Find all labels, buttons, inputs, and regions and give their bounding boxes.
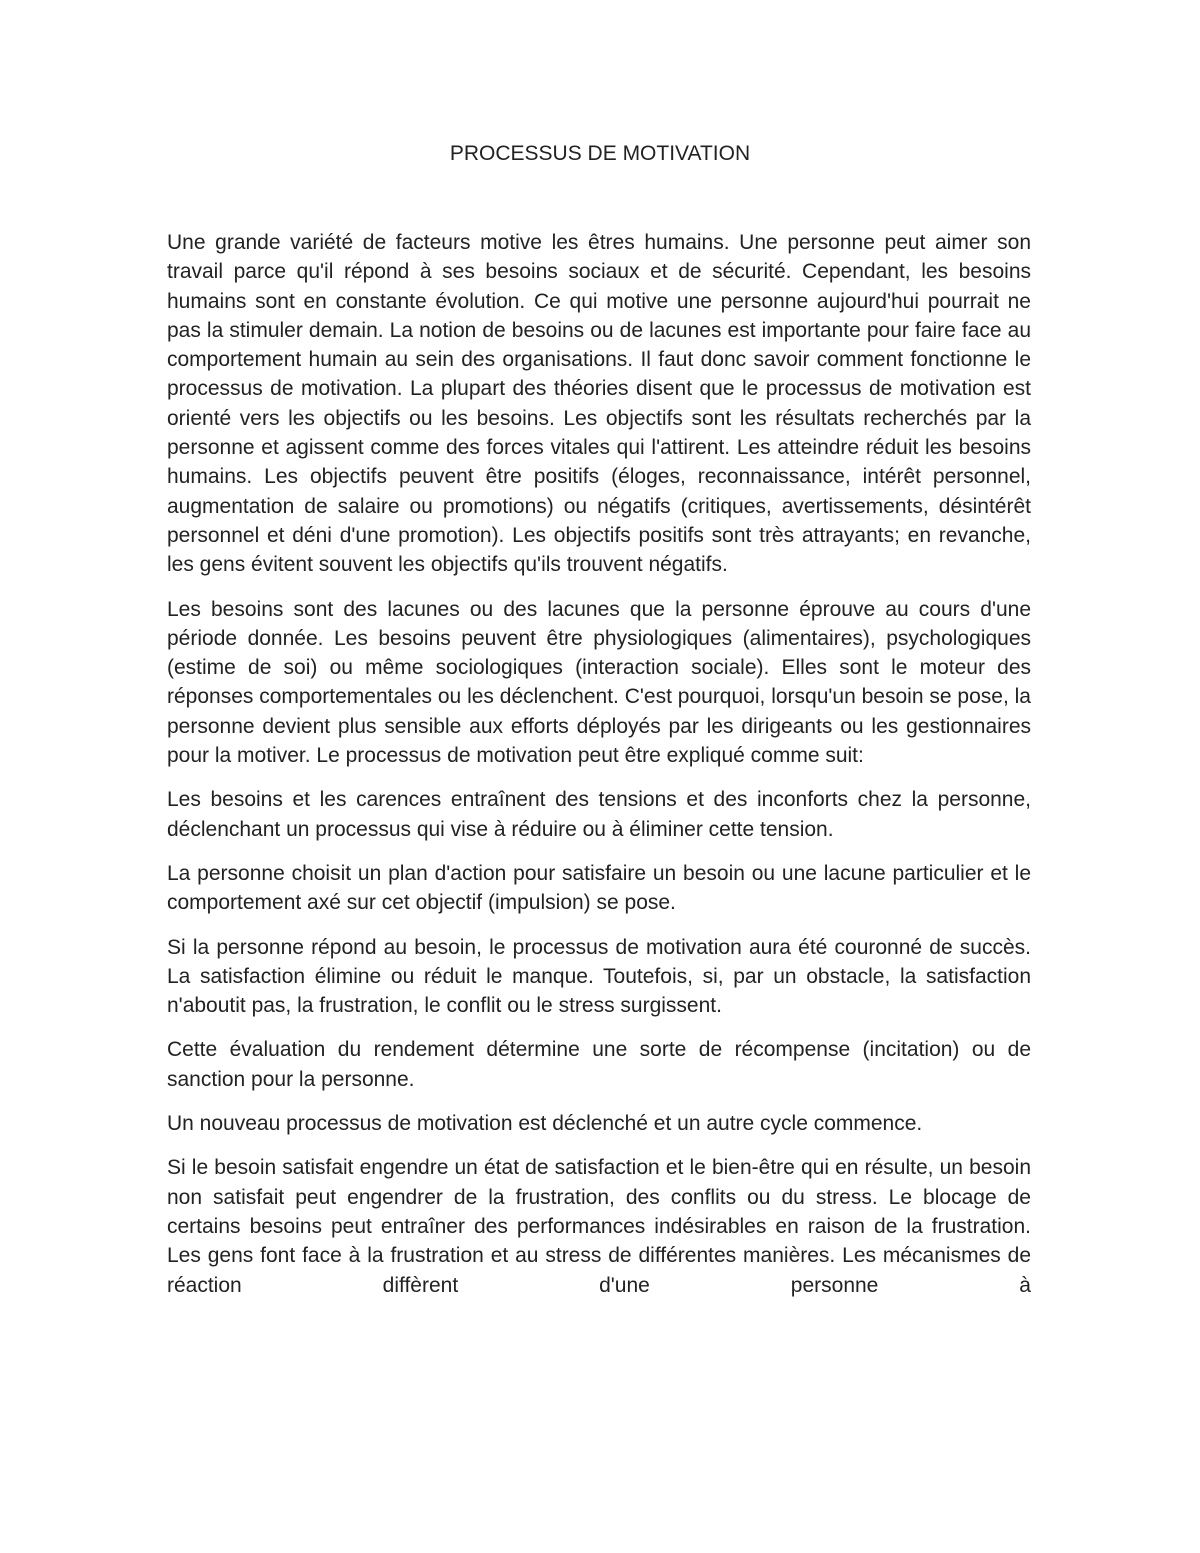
paragraph-step-satisfaction: Si la personne répond au besoin, le processus de motivation aura été couronné de succès. La satisfaction élimine ou réduit le manque. Toutefois, si, par un obstacle, la satisfaction n'aboutit pas, la frustration, le conflit ou le stress surgissent. (167, 935, 1031, 1018)
paragraph-besoins: Les besoins sont des lacunes ou des lacunes que la personne éprouve au cours d'une période donnée. Les besoins peuvent être physiologiques (alimentaires), psychologiques (estime de soi) ou même sociologiques (interaction sociale). Elles sont le moteur des réponses comportementales ou les déclenchent. C'est pourquoi, lorsqu'un besoin se pose, la personne devient plus sensible aux efforts déployés par les dirigeants ou les gestionnaires pour la motiver. Le processus de motivation peut être expliqué comme suit: (167, 597, 1031, 768)
paragraph-frustration: Si le besoin satisfait engendre un état de satisfaction et le bien-être qui en résulte, un besoin non satisfait peut engendrer de la frustration, des conflits ou du stress. Le blocage de certains besoins peut entraîner des performances indésirables en raison de la frustration. Les gens font face à la frustration et au stress de différentes manières. Les mécanismes de réaction diffèrent d'une personne à (167, 1156, 1031, 1297)
document-title: PROCESSUS DE MOTIVATION (449, 142, 751, 165)
paragraph-step-tension: Les besoins et les carences entraînent des tensions et des inconforts chez la personne, déclenchant un processus qui vise à réduire ou à éliminer cette tension. (167, 788, 1031, 841)
paragraph-step-cycle: Un nouveau processus de motivation est déclenché et un autre cycle commence. (167, 1112, 923, 1136)
paragraph-step-evaluation: Cette évaluation du rendement détermine une sorte de récompense (incitation) ou de sanction pour la personne. (167, 1038, 1031, 1091)
paragraph-intro: Une grande variété de facteurs motive les êtres humains. Une personne peut aimer son travail parce qu'il répond à ses besoins sociaux et de sécurité. Cependant, les besoins humains sont en constante évolution. Ce qui motive une personne aujourd'hui pourrait ne pas la stimuler demain. La notion de besoins ou de lacunes est importante pour faire face au comportement humain au sein des organisations. Il faut donc savoir comment fonctionne le processus de motivation. La plupart des théories disent que le processus de motivation est orienté vers les objectifs ou les besoins. Les objectifs sont les résultats recherchés par la personne et agissent comme des forces vitales qui l'attirent. Les atteindre réduit les besoins humains. Les objectifs peuvent être positifs (éloges, reconnaissance, intérêt personnel, augmentation de salaire ou promotions) ou négatifs (critiques, avertissements, désintérêt personnel et déni d'une promotion). Les objectifs positifs sont très attrayants; en revanche, les gens évitent souvent les objectifs qu'ils trouvent négatifs. (167, 231, 1031, 577)
document-body (167, 228, 1031, 1300)
paragraph-step-action: La personne choisit un plan d'action pour satisfaire un besoin ou une lacune particulier et le comportement axé sur cet objectif (impulsion) se pose. (167, 861, 1031, 915)
